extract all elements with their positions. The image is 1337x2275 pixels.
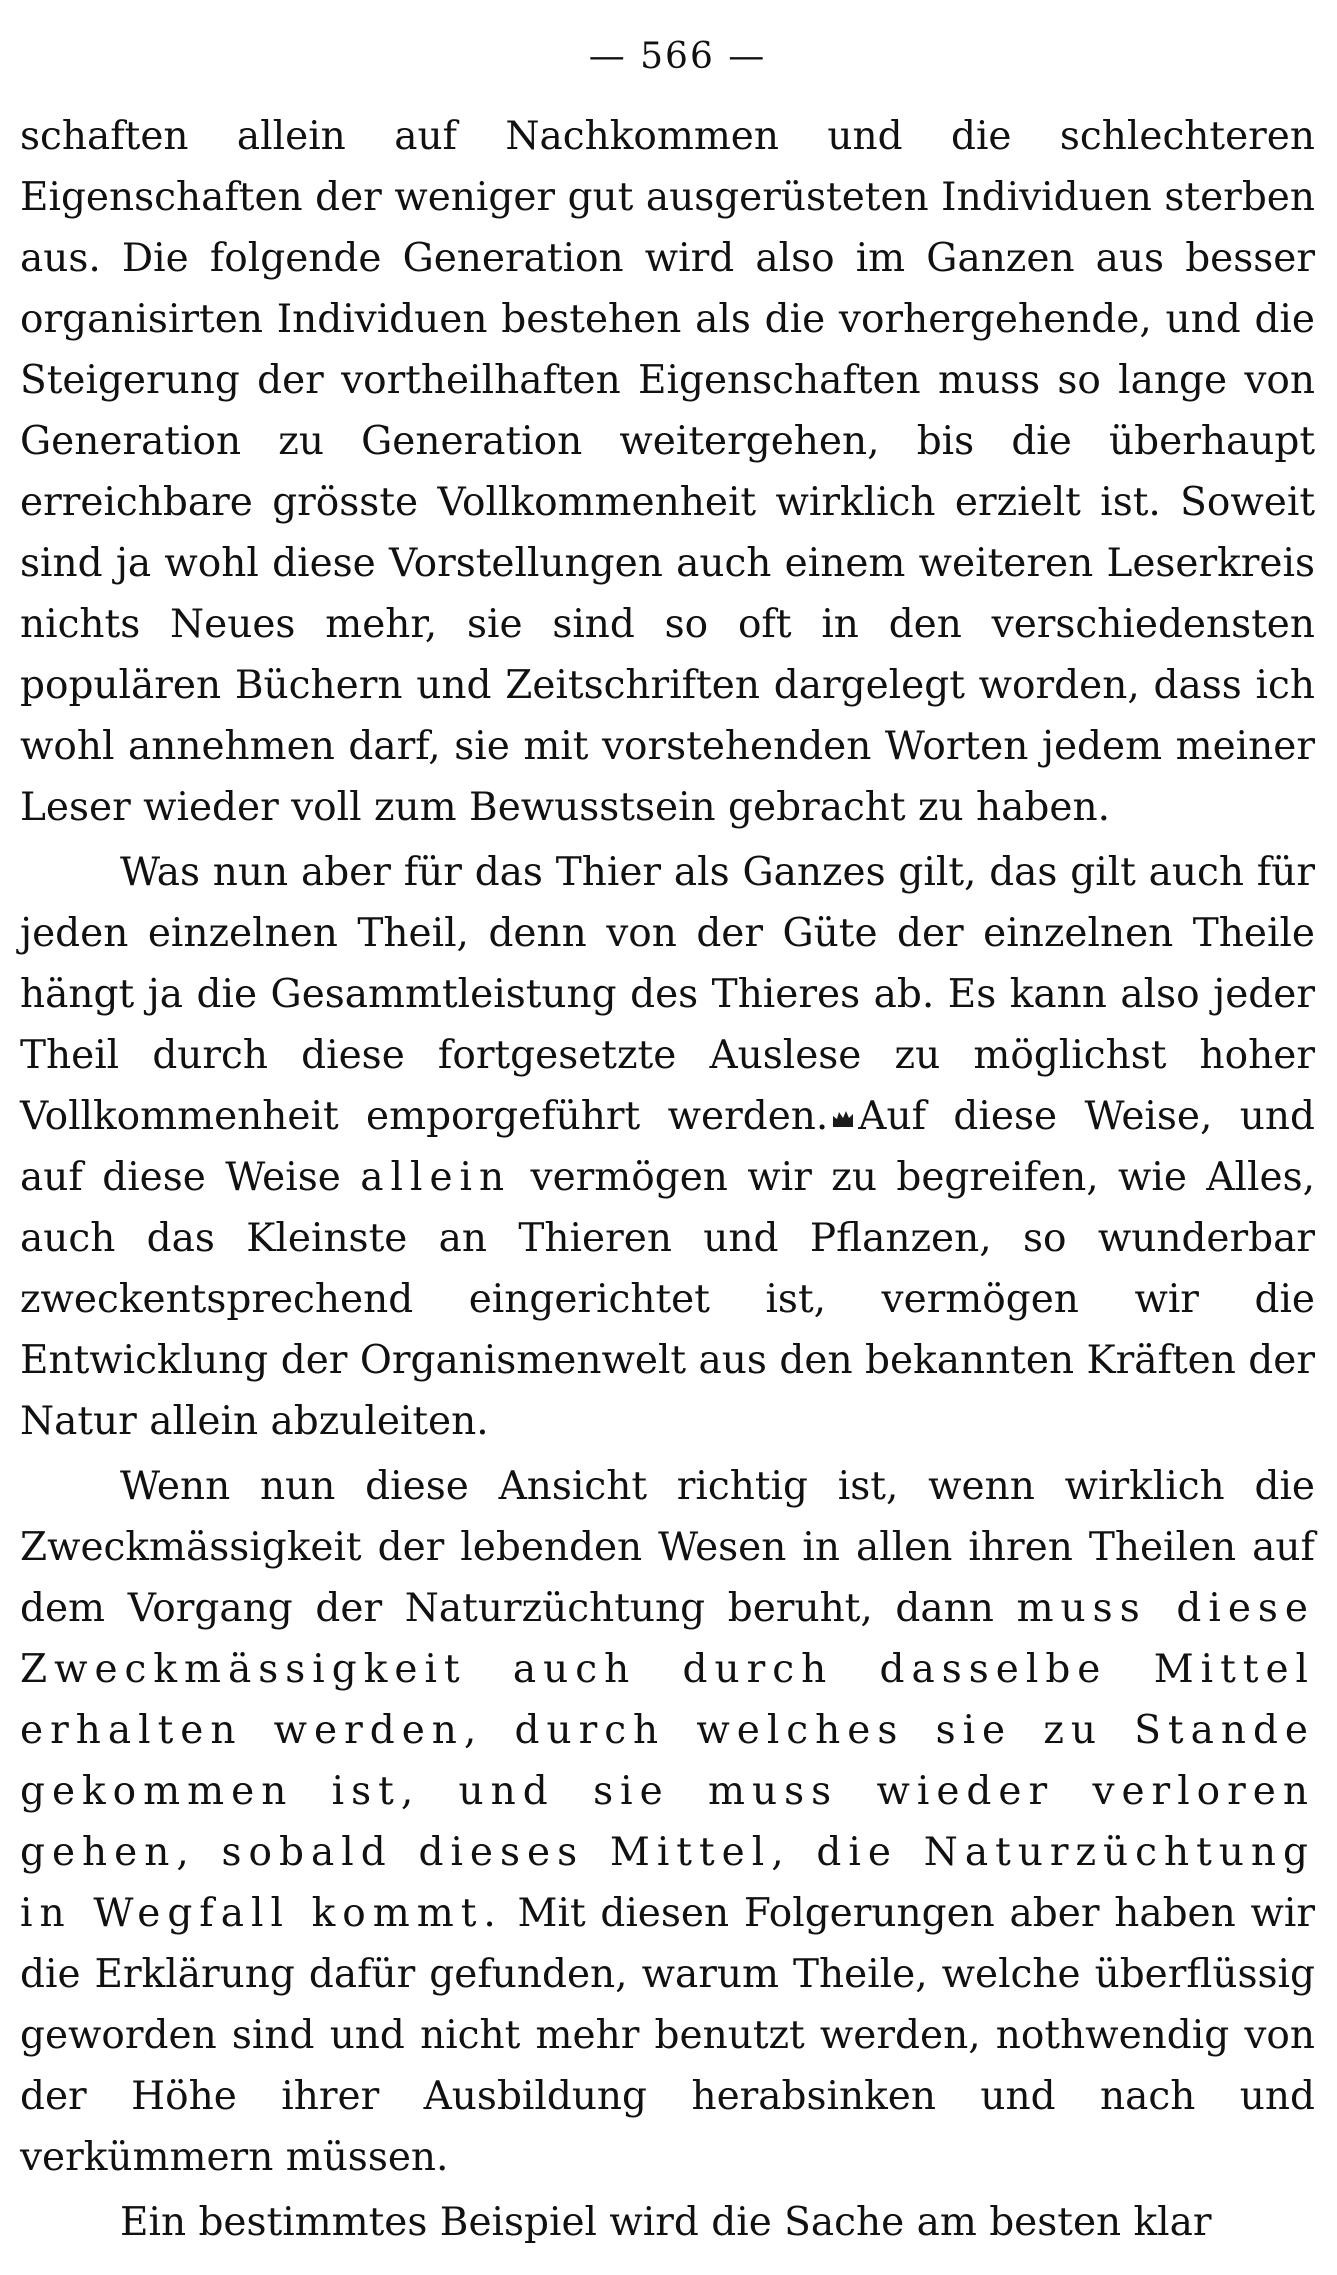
body-text: [20, 106, 1315, 2253]
paragraph-text: Was nun aber für das Thier als Ganzes gilt, das gilt auch für jeden einzelnen Theil, denn von der Güte der einzelnen Theile hängt ja die Gesammtleistung des Thieres ab. Es kann also jeder Theil durch diese fortgesetzte Auslese zu möglichst hoher Vollkommenheit emporgeführt werden.: [20, 850, 1315, 1139]
paragraph-text: Mit diesen Folgerungen aber haben wir die Erklärung dafür gefunden, warum Theile, welche überflüssig geworden sind und nicht mehr benutzt werden, nothwendig von der Höhe ihrer Ausbildung herabsinken und nach und verkümmern müssen.: [20, 1891, 1315, 2180]
page-number: — 566 —: [588, 36, 767, 77]
emphasized-passage: muss diese Zweckmässigkeit auch durch dasselbe Mittel erhalten werden, durch welches sie zu Stande gekommen ist, und sie muss wieder verloren gehen, sobald dieses Mittel, die Naturzüchtung in Wegfall kommt.: [20, 1586, 1316, 1936]
paragraph-text: Ein bestimmtes Beispiel wird die Sache am besten klar: [120, 2200, 1212, 2245]
ink-blot-icon: [830, 1105, 856, 1131]
paragraph-text: Auf diese Weise, und auf diese Weise: [20, 1094, 1315, 1200]
paragraph-text: Wenn nun diese Ansicht richtig ist, wenn wirklich die Zweckmässigkeit der lebenden Wesen in allen ihren Theilen auf dem Vorgang der Naturzüchtung beruht, dann: [20, 1464, 1315, 1631]
paragraph-3: [20, 1456, 1315, 2188]
emphasized-word: allein: [360, 1155, 512, 1200]
paragraph-text: schaften allein auf Nachkommen und die schlechteren Eigenschaften der weniger gut ausgerüsteten Individuen sterben aus. Die folgende Generation wird also im Ganzen aus besser organisirten Individuen bestehen als die vorhergehende, und die Steigerung der vortheilhaften Eigenschaften muss so lange von Generation zu Generation weitergehen, bis die überhaupt erreichbare grösste Vollkommenheit wirklich erzielt ist. Soweit sind ja wohl diese Vorstellungen auch einem weiteren Leserkreis nichts Neues mehr, sie sind so oft in den verschiedensten populären Büchern und Zeitschriften dargelegt worden, dass ich wohl annehmen darf, sie mit vorstehenden Worten jedem meiner Leser wieder voll zum Bewusstsein gebracht zu haben.: [20, 114, 1315, 830]
paragraph-2: [20, 842, 1315, 1452]
paragraph-text: vermögen wir zu begreifen, wie Alles, auch das Kleinste an Thieren und Pflanzen, so wunderbar zweckentsprechend eingerichtet ist, vermögen wir die Entwicklung der Organismenwelt aus den bekannten Kräften der Natur allein abzuleiten.: [20, 1155, 1315, 1444]
paragraph-1: [20, 106, 1315, 838]
paragraph-4: [20, 2192, 1315, 2253]
